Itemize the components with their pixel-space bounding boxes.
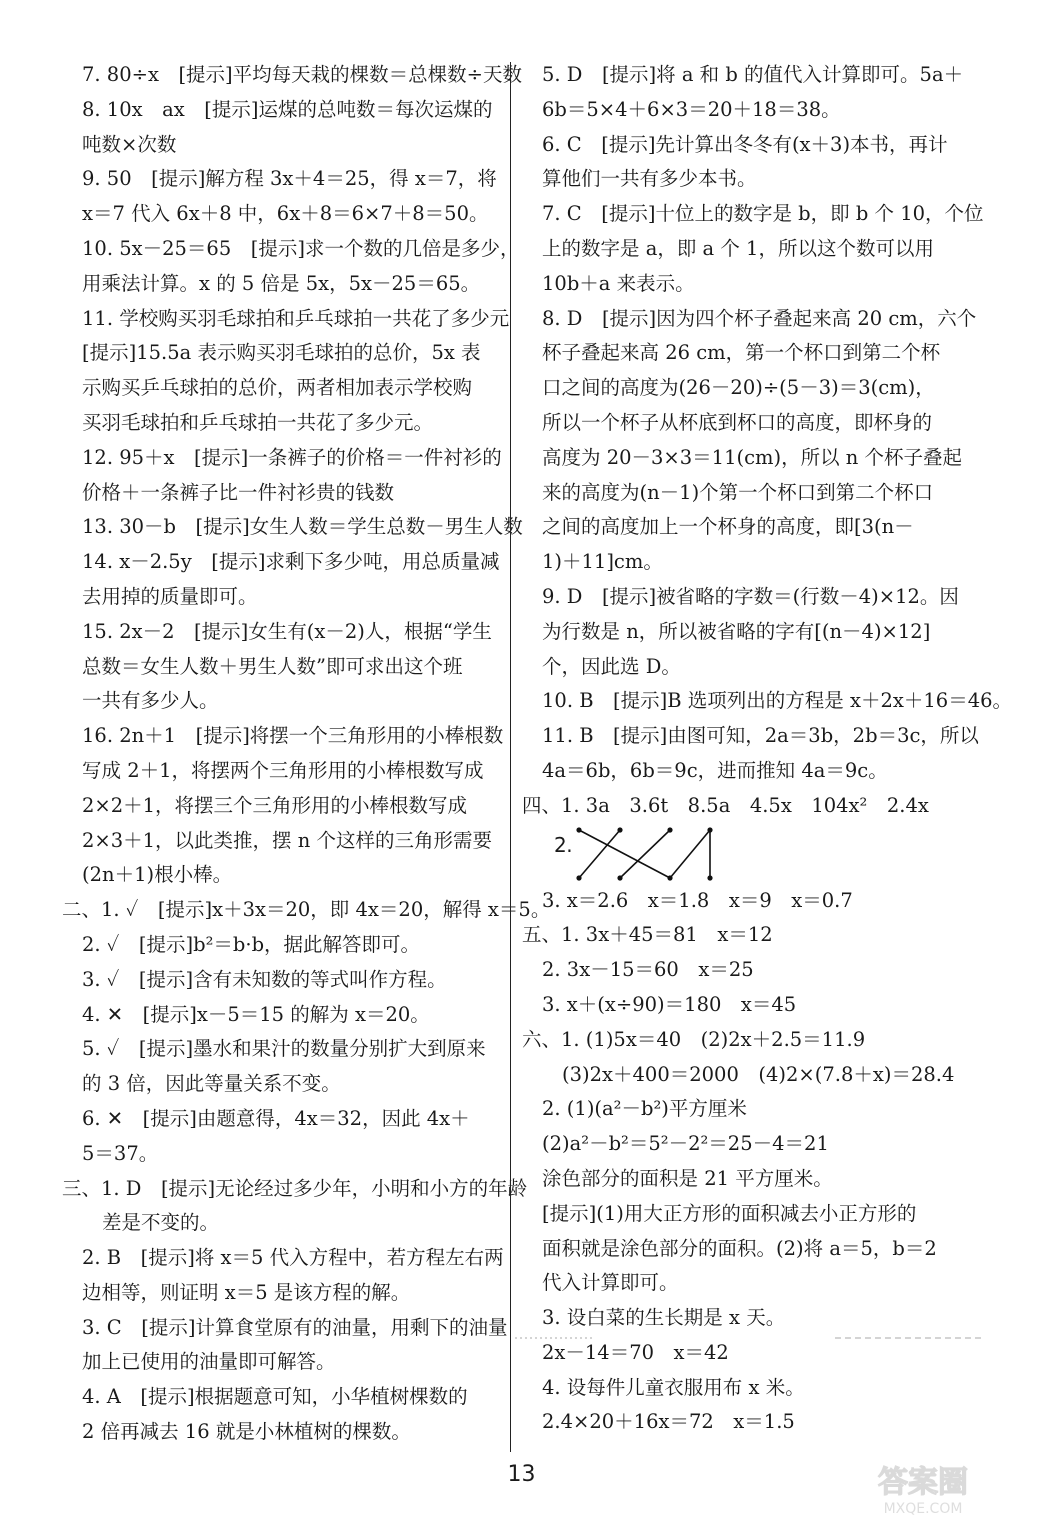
left-answer-item [62, 1311, 508, 1381]
answer-line: 13. 30－b [提示]女生人数＝学生总数－男生人数 [82, 515, 523, 539]
scan-artifact-line [515, 1336, 985, 1340]
answer-line: 买羽毛球拍和乒乓球拍一共花了多少元。 [82, 410, 434, 434]
right-answer-item [522, 302, 984, 580]
left-answer-item [62, 1241, 502, 1311]
answer-line: 为行数是 n，所以被省略的字有[(n－4)×12] [542, 619, 931, 643]
answer-line: 的 3 倍，因此等量关系不变。 [82, 1072, 341, 1096]
answer-line: 所以一个杯子从杯底到杯口的高度，即杯身的 [542, 410, 933, 434]
answer-line: (2)a²－b²＝5²－2²＝25－4＝21 [542, 1132, 829, 1156]
answer-line: 价格＋一条裤子比一件衬衫贵的钱数 [82, 480, 395, 504]
left-answer-item [62, 441, 502, 511]
answer-line: 代入计算即可。 [542, 1271, 679, 1295]
svg-text:答案圈: 答案圈 [878, 1465, 968, 1500]
left-answer-item [62, 1102, 502, 1172]
answer-line: 16. 2n＋1 [提示]将摆一个三角形用的小棒根数 [82, 724, 504, 748]
answer-line: 4a＝6b，6b＝9c，进而推知 4a＝9c。 [542, 758, 888, 782]
answer-line: x＝7 代入 6x＋8 中，6x＋8＝6×7＋8＝50。 [82, 202, 489, 226]
matching-line [579, 830, 620, 878]
left-answer-item [62, 893, 551, 928]
answer-line: 15. 2x－2 [提示]女生有(x－2)人，根据“学生 [82, 619, 492, 643]
answer-line: 3. C [提示]计算食堂原有的油量，用剩下的油量 [82, 1315, 508, 1339]
right-answer-item [522, 988, 984, 1023]
left-column [62, 58, 551, 1450]
answer-line: 一共有多少人。 [82, 689, 219, 713]
left-answer-item [62, 998, 502, 1033]
diagram-label: 2. [554, 832, 573, 857]
column-divider [510, 62, 511, 1452]
left-answer-item [62, 1380, 502, 1450]
right-answer-item [522, 789, 984, 824]
answer-line: 10b＋a 来表示。 [542, 271, 695, 295]
right-answer-item [522, 58, 984, 128]
matching-line [579, 830, 670, 878]
right-answer-item [522, 1092, 984, 1301]
right-column [522, 58, 1013, 1440]
matching-dot [667, 827, 672, 832]
answer-line: 2. 3x－15＝60 x＝25 [542, 958, 754, 982]
matching-dot [707, 875, 712, 880]
matching-dot [617, 827, 622, 832]
right-answer-item [522, 128, 984, 198]
answer-line: 口之间的高度为(26－20)÷(5－3)＝3(cm)， [542, 376, 935, 400]
answer-line: 2×2＋1，将摆三个三角形用的小棒根数写成 [82, 793, 468, 817]
page-number: 13 [507, 1462, 536, 1487]
left-answer-item [62, 928, 502, 963]
answer-line: 3. 设白菜的生长期是 x 天。 [542, 1306, 786, 1330]
matching-lines-diagram [574, 826, 724, 886]
answer-line: 用乘法计算。x 的 5 倍是 5x，5x－25＝65。 [82, 271, 481, 295]
answer-line: 边相等，则证明 x＝5 是该方程的解。 [82, 1280, 411, 1304]
answer-line: 2 倍再减去 16 就是小林植树的棵数。 [82, 1420, 411, 1444]
answer-line: 9. D [提示]被省略的字数＝(行数－4)×12。因 [542, 584, 959, 608]
matching-dot [617, 875, 622, 880]
answer-line: 5. ✓ [提示]墨水和果汁的数量分别扩大到原来 [82, 1037, 486, 1061]
right-answer-item [522, 1023, 984, 1093]
answer-line: 面积就是涂色部分的面积。(2)将 a＝5，b＝2 [542, 1236, 937, 1260]
answer-line: 14. x－2.5y [提示]求剩下多少吨，用总质量减 [82, 550, 500, 574]
answer-line: 10. 5x－25＝65 [提示]求一个数的几倍是多少， [82, 236, 520, 260]
answer-line: 3. x＝2.6 x＝1.8 x＝9 x＝0.7 [542, 888, 853, 912]
right-answer-item [522, 824, 984, 884]
answer-line: 1)＋11]cm。 [542, 550, 663, 574]
answer-line: 4. ✕ [提示]x－5＝15 的解为 x＝20。 [82, 1002, 430, 1026]
answer-line: 个，因此选 D。 [542, 654, 681, 678]
answer-line: 吨数×次数 [82, 132, 177, 156]
answer-line: 五、1. 3x＋45＝81 x＝12 [522, 923, 773, 947]
answer-line: 加上已使用的油量即可解答。 [82, 1350, 336, 1374]
answer-line: 算他们一共有多少本书。 [542, 167, 757, 191]
matching-line [620, 830, 670, 878]
watermark-logo [843, 1458, 1003, 1518]
svg-text:MXQE.COM: MXQE.COM [883, 1501, 963, 1517]
answer-line: 8. 10x ax [提示]运煤的总吨数＝每次运煤的 [82, 97, 493, 121]
left-answer-item [62, 58, 523, 93]
answer-line: 示购买乒乓球拍的总价，两者相加表示学校购 [82, 376, 473, 400]
answer-line: 6b＝5×4＋6×3＝20＋18＝38。 [542, 97, 841, 121]
answer-line: 3. ✓ [提示]含有未知数的等式叫作方程。 [82, 967, 447, 991]
answer-line: 2×3＋1，以此类推，摆 n 个这样的三角形需要 [82, 828, 493, 852]
matching-dot [707, 827, 712, 832]
answer-line: 上的数字是 a，即 a 个 1，所以这个数可以用 [542, 236, 934, 260]
answer-line: (2n＋1)根小棒。 [82, 863, 233, 887]
matching-dot [576, 875, 581, 880]
left-answer-item [62, 1172, 528, 1242]
left-answer-item [62, 545, 502, 615]
answer-line: 高度为 20－3×3＝11(cm)，所以 n 个杯子叠起 [542, 445, 963, 469]
left-answer-item [62, 162, 502, 232]
left-answer-item [62, 93, 502, 163]
answer-line: 12. 95＋x [提示]一条裤子的价格＝一件衬衫的 [82, 445, 502, 469]
answer-line: 5＝37。 [82, 1141, 159, 1165]
answer-line: 写成 2＋1，将摆两个三角形用的小棒根数写成 [82, 758, 484, 782]
matching-dot [576, 827, 581, 832]
answer-line: 差是不变的。 [102, 1211, 220, 1235]
right-answer-item [522, 953, 984, 988]
answer-line: 10. B [提示]B 选项列出的方程是 x＋2x＋16＝46。 [542, 689, 1013, 713]
left-answer-item [62, 615, 502, 719]
answer-line: 六、1. (1)5x＝40 (2)2x＋2.5＝11.9 [522, 1027, 866, 1051]
right-answer-item [522, 719, 984, 789]
answer-line: 3. x＋(x÷90)＝180 x＝45 [542, 992, 797, 1016]
answer-line: 2. (1)(a²－b²)平方厘米 [542, 1097, 747, 1121]
answer-line: 4. 设每件儿童衣服用布 x 米。 [542, 1375, 805, 1399]
right-answer-item [522, 1371, 984, 1441]
answer-line: [提示]15.5a 表示购买羽毛球拍的总价，5x 表 [82, 341, 481, 365]
answer-line: 四、1. 3a 3.6t 8.5a 4.5x 104x² 2.4x [522, 793, 929, 817]
answer-line: 8. D [提示]因为四个杯子叠起来高 20 cm，六个 [542, 306, 977, 330]
right-answer-item [522, 884, 984, 919]
answer-line: 来的高度为(n－1)个第一个杯口到第二个杯口 [542, 480, 934, 504]
left-answer-item [62, 302, 510, 441]
answer-line: 2.4×20＋16x＝72 x＝1.5 [542, 1410, 795, 1434]
answer-line: 6. ✕ [提示]由题意得，4x＝32，因此 4x＋ [82, 1106, 470, 1130]
answer-line: 之间的高度加上一个杯身的高度，即[3(n－ [542, 515, 914, 539]
answer-line: 去用掉的质量即可。 [82, 584, 258, 608]
right-answer-item [522, 197, 984, 301]
answer-line: 9. 50 [提示]解方程 3x＋4＝25，得 x＝7，将 [82, 167, 497, 191]
matching-diagram [522, 824, 984, 884]
left-answer-item [62, 719, 502, 893]
answer-line: 总数＝女生人数＋男生人数”即可求出这个班 [82, 654, 463, 678]
right-answer-item [522, 580, 984, 684]
answer-line: 2. ✓ [提示]b²＝b·b，据此解答即可。 [82, 932, 421, 956]
right-answer-item [522, 684, 1013, 719]
answer-line: 二、1. ✓ [提示]x＋3x＝20，即 4x＝20，解得 x＝5。 [62, 898, 551, 922]
answer-line: 2. B [提示]将 x＝5 代入方程中，若方程左右两 [82, 1246, 504, 1270]
left-answer-item [62, 232, 520, 302]
answer-line: (3)2x＋400＝2000 (4)2×(7.8＋x)＝28.4 [562, 1062, 955, 1086]
answer-line: 6. C [提示]先计算出冬冬有(x＋3)本书，再计 [542, 132, 948, 156]
left-answer-item [62, 963, 502, 998]
answer-line: [提示](1)用大正方形的面积减去小正方形的 [542, 1201, 917, 1225]
answer-line: 杯子叠起来高 26 cm，第一个杯口到第二个杯 [542, 341, 941, 365]
answer-line: 7. C [提示]十位上的数字是 b，即 b 个 10，个位 [542, 202, 984, 226]
answer-line: 7. 80÷x [提示]平均每天栽的棵数＝总棵数÷天数 [82, 63, 523, 86]
answer-line: 涂色部分的面积是 21 平方厘米。 [542, 1166, 833, 1190]
answer-line: 三、1. D [提示]无论经过多少年，小明和小方的年龄 [62, 1176, 528, 1200]
answer-line: 11. 学校购买羽毛球拍和乒乓球拍一共花了多少元 [82, 306, 510, 330]
answer-line: 2x－14＝70 x＝42 [542, 1340, 729, 1364]
answer-line: 5. D [提示]将 a 和 b 的值代入计算即可。5a＋ [542, 63, 964, 86]
answer-line: 4. A [提示]根据题意可知，小华植树棵数的 [82, 1385, 468, 1409]
answer-line: 11. B [提示]由图可知，2a＝3b，2b＝3c，所以 [542, 724, 979, 748]
left-answer-item [62, 1032, 502, 1102]
right-answer-item [522, 918, 984, 953]
matching-dot [667, 875, 672, 880]
left-answer-item [62, 510, 523, 545]
matching-line [670, 830, 710, 878]
